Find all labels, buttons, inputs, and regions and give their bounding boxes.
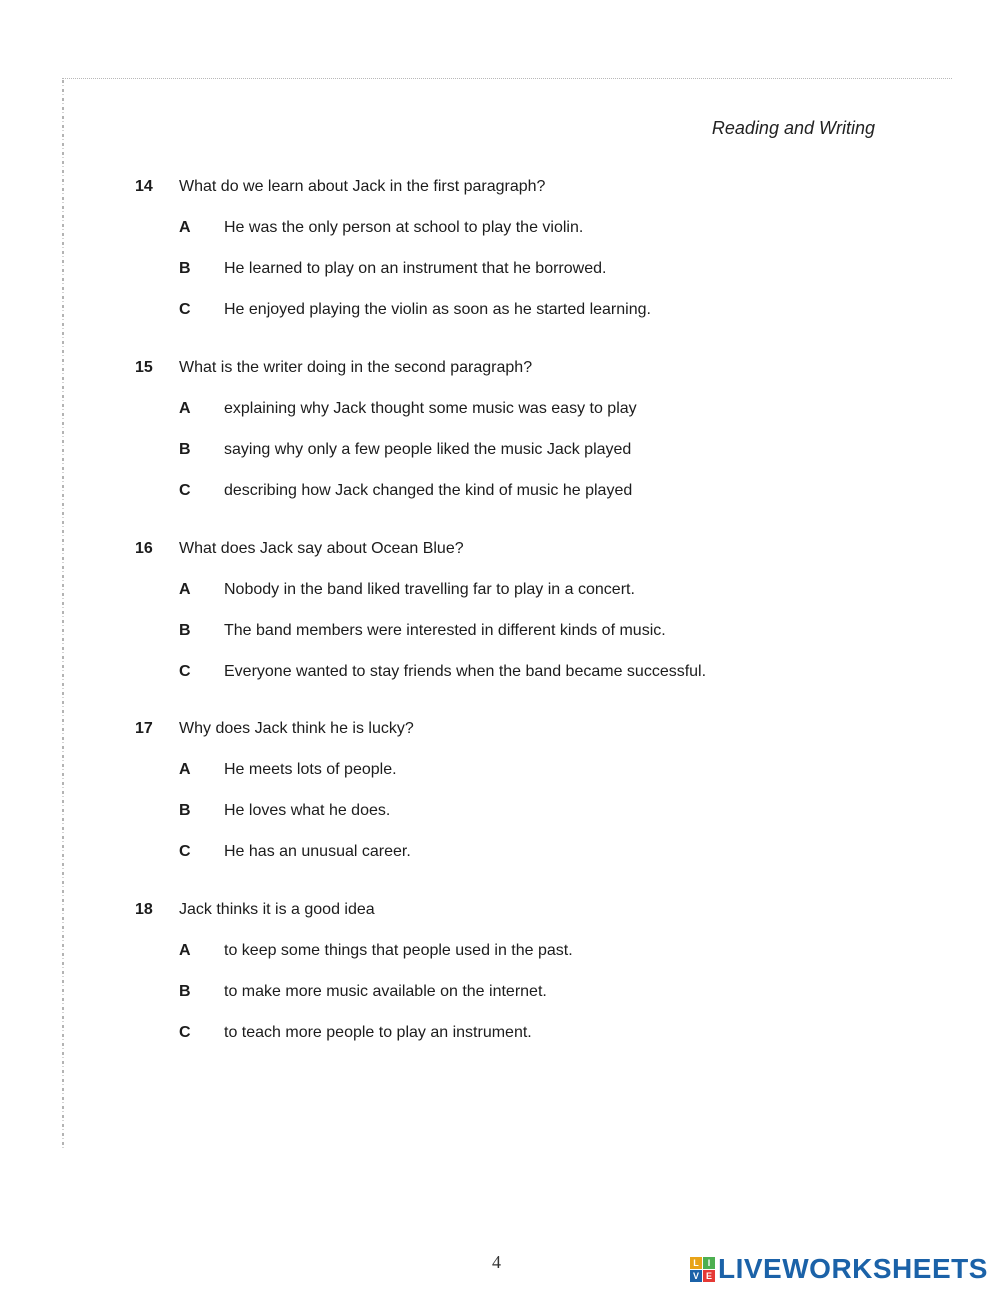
question-text: What does Jack say about Ocean Blue? [179,540,464,557]
question-18 [135,901,935,1046]
option-text: Everyone wanted to stay friends when the band became successful. [224,663,707,680]
option-letter: B [179,441,191,458]
option-letter: A [179,581,191,598]
option-text: He was the only person at school to play the violin. [224,219,584,236]
option-text: to keep some things that people used in the past. [224,942,573,959]
liveworksheets-brand[interactable] [690,1253,988,1285]
option-letter: C [179,663,191,680]
question-stem [135,540,935,562]
page-number: 4 [492,1252,501,1272]
option-letter: B [179,260,191,277]
question-number: 18 [135,901,153,918]
section-header: Reading and Writing [711,118,875,138]
logo-tile-i: I [703,1257,715,1269]
option-a[interactable] [179,219,935,241]
option-b[interactable] [179,802,935,824]
option-text: saying why only a few people liked the music Jack played [224,441,632,458]
option-text: He has an unusual career. [224,843,411,860]
question-15 [135,359,935,504]
question-number: 14 [135,178,153,195]
option-letter: A [179,219,191,236]
option-text: The band members were interested in different kinds of music. [224,622,666,639]
option-letter: B [179,983,191,1000]
option-letter: C [179,843,191,860]
logo-tile-e: E [703,1270,715,1282]
option-text: He learned to play on an instrument that he borrowed. [224,260,607,277]
option-c[interactable] [179,301,935,323]
question-number: 15 [135,359,153,376]
question-number: 16 [135,540,153,557]
option-text: to make more music available on the internet. [224,983,547,1000]
scan-edge-left [62,80,64,1150]
question-14 [135,178,935,323]
question-stem [135,178,935,200]
option-letter: C [179,301,191,318]
option-letter: A [179,400,191,417]
question-text: What is the writer doing in the second paragraph? [179,359,533,376]
option-text: Nobody in the band liked travelling far to play in a concert. [224,581,635,598]
option-b[interactable] [179,441,935,463]
option-letter: C [179,482,191,499]
option-letter: B [179,802,191,819]
logo-tile-v: V [690,1270,702,1282]
question-16 [135,540,935,685]
option-text: He meets lots of people. [224,761,397,778]
scan-edge-top [62,78,952,79]
option-c[interactable] [179,843,935,865]
option-text: He enjoyed playing the violin as soon as he started learning. [224,301,651,318]
option-a[interactable] [179,400,935,422]
question-stem [135,359,935,381]
option-letter: A [179,761,191,778]
option-b[interactable] [179,260,935,282]
question-number: 17 [135,720,153,737]
option-text: He loves what he does. [224,802,391,819]
question-text: What do we learn about Jack in the first paragraph? [179,178,546,195]
logo-tile-l: L [690,1257,702,1269]
question-17 [135,720,935,865]
option-c[interactable] [179,663,935,685]
brand-text: LIVEWORKSHEETS [718,1253,988,1284]
option-c[interactable] [179,482,935,504]
option-a[interactable] [179,942,935,964]
option-a[interactable] [179,761,935,783]
option-letter: A [179,942,191,959]
question-stem [135,720,935,742]
option-text: explaining why Jack thought some music was easy to play [224,400,637,417]
option-letter: B [179,622,191,639]
option-letter: C [179,1024,191,1041]
question-stem [135,901,935,923]
option-c[interactable] [179,1024,935,1046]
option-text: describing how Jack changed the kind of music he played [224,482,633,499]
question-text: Jack thinks it is a good idea [179,901,375,918]
liveworksheets-logo-icon [690,1257,715,1282]
option-b[interactable] [179,622,935,644]
option-a[interactable] [179,581,935,603]
option-text: to teach more people to play an instrument. [224,1024,532,1041]
question-text: Why does Jack think he is lucky? [179,720,414,737]
option-b[interactable] [179,983,935,1005]
